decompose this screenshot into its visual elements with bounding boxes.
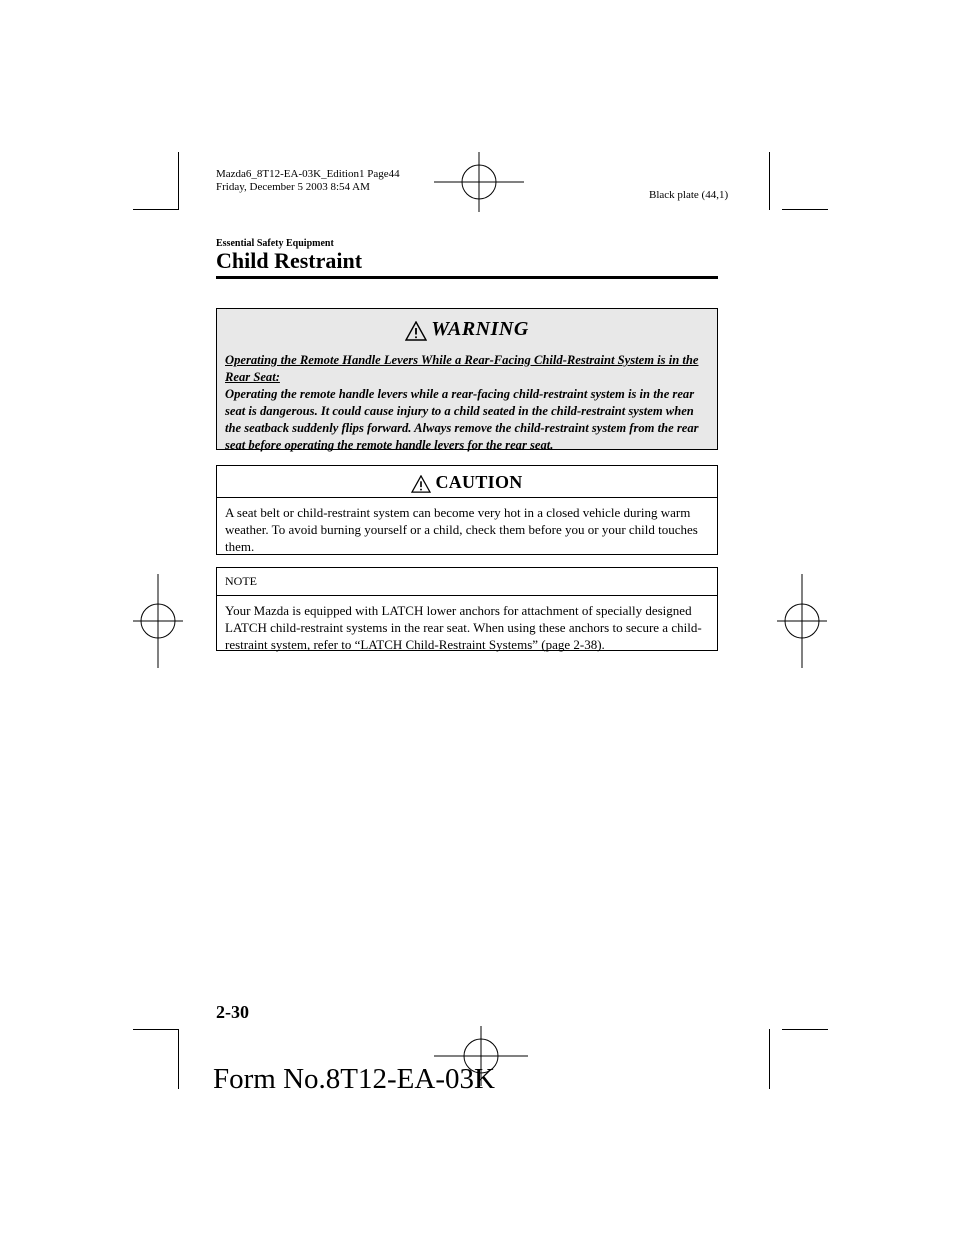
warning-triangle-icon (411, 475, 431, 493)
page-number: 2-30 (216, 1002, 249, 1022)
print-file-line: Mazda6_8T12-EA-03K_Edition1 Page44 (216, 168, 400, 180)
plate-label: Black plate (44,1) (649, 189, 729, 201)
warning-body: Operating the remote handle levers while a rear-facing child-restraint system is in the rear seat is dangerous. It could cause injury to a child seated in the child-restraint system when the seatback suddenly flips forward. Always remove the child-restraint system from the rear seat before operating the remote handle levers for the rear seat. (225, 387, 699, 452)
caution-box (216, 465, 718, 555)
title-rule (216, 276, 718, 279)
caution-body: A seat belt or child-restraint system can become very hot in a closed vehicle during warm weather. To avoid burning yourself or a child, check them before you or your child touches them. (225, 505, 698, 554)
section-label: Essential Safety Equipment (216, 238, 334, 249)
note-header (217, 568, 717, 596)
registration-mark-icon (777, 574, 827, 668)
caution-title: CAUTION (435, 472, 523, 492)
caution-header (217, 466, 717, 498)
warning-title: WARNING (431, 318, 529, 340)
note-body: Your Mazda is equipped with LATCH lower anchors for attachment of specially designed LATCH child-restraint systems in the rear seat. When using these anchors to secure a child-restraint system, refer to “LATCH Child-Restraint Systems” (page 2-38). (225, 603, 702, 652)
registration-mark-icon (133, 574, 183, 668)
warning-header (217, 309, 717, 349)
print-date-line: Friday, December 5 2003 8:54 AM (216, 181, 370, 193)
warning-triangle-icon (405, 321, 427, 341)
page-title: Child Restraint (216, 248, 363, 273)
form-number: Form No.8T12-EA-03K (213, 1063, 495, 1095)
note-title: NOTE (225, 574, 257, 588)
registration-mark-icon (434, 152, 524, 212)
note-box (216, 567, 718, 651)
warning-subtitle: Operating the Remote Handle Levers While a Rear-Facing Child-Restraint System is in the Rear Seat: (225, 353, 699, 384)
warning-box (216, 308, 718, 450)
